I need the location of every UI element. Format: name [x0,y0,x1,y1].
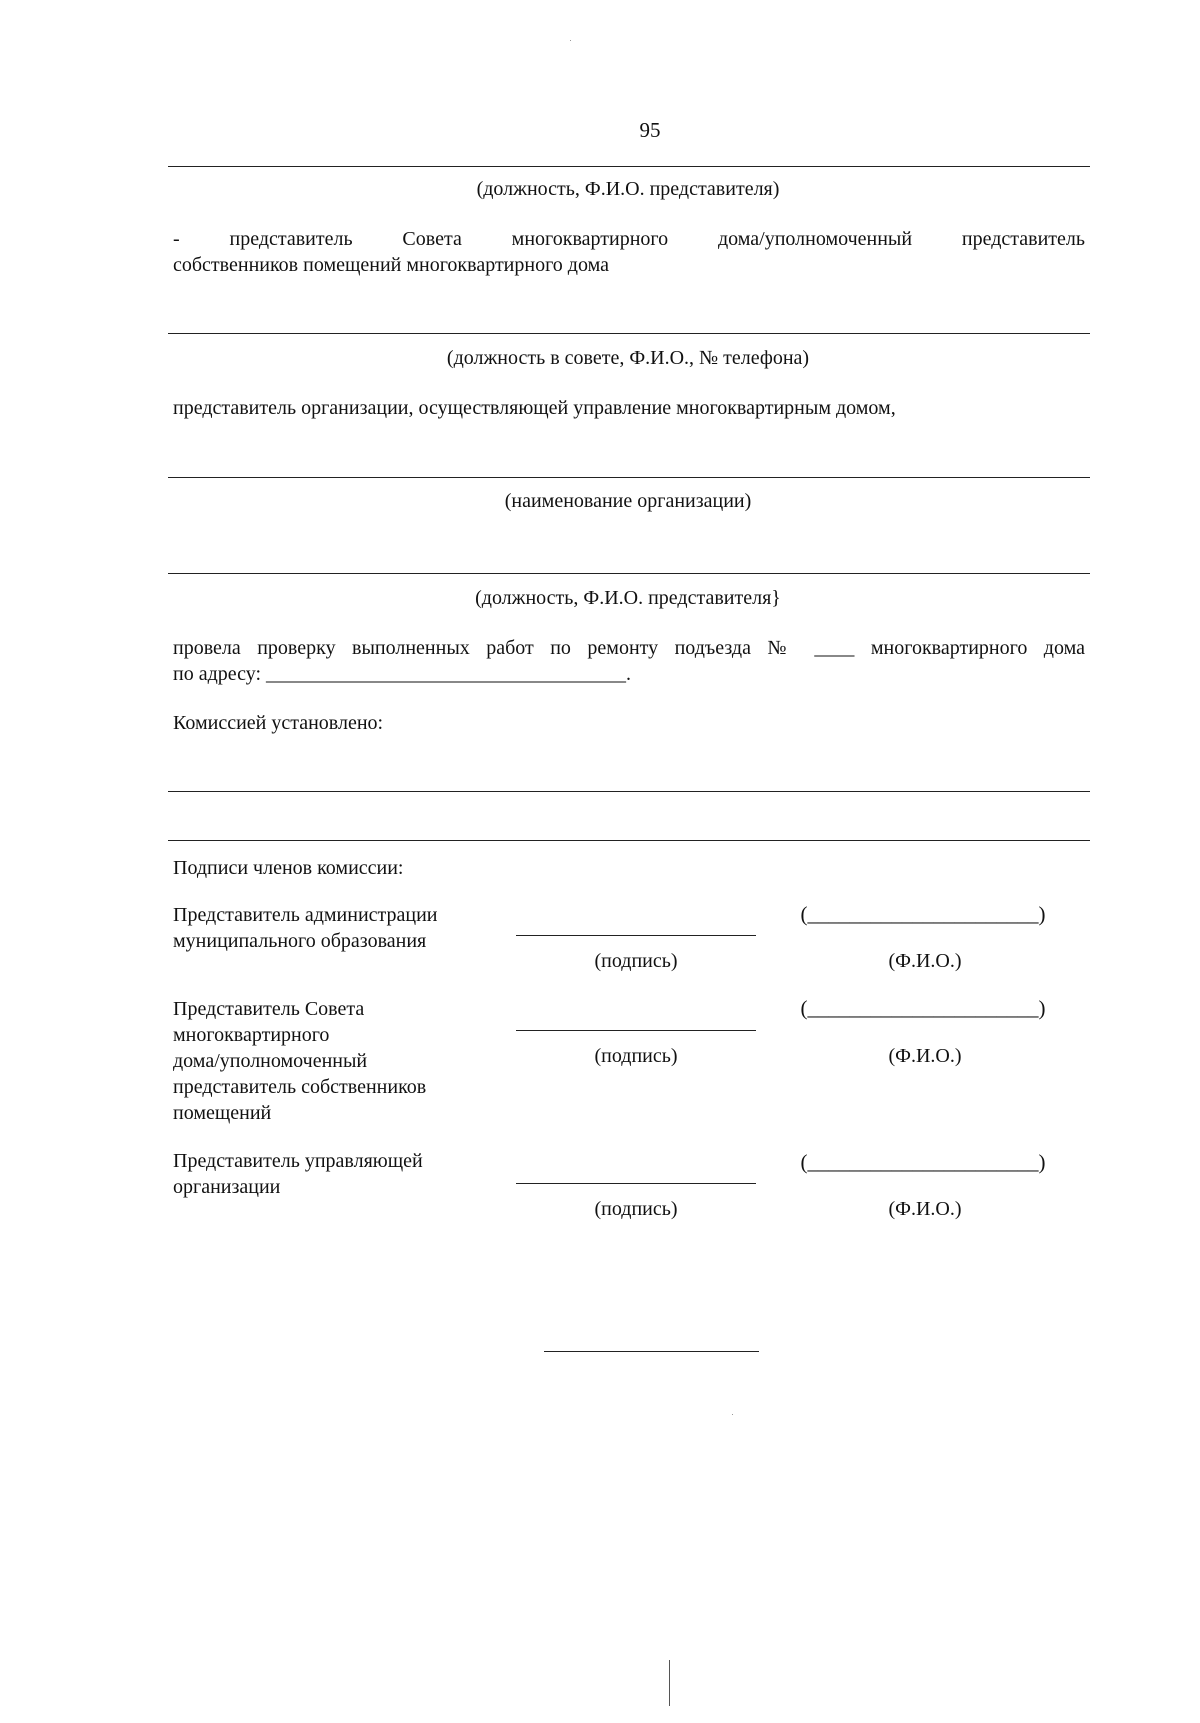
signature-caption-admin: (подпись) [594,950,678,972]
inspection-line-1: провела проверку выполненных работ по ремонту подъезда № ____ многоквартирного дома [173,637,1085,659]
scan-speck [732,1414,733,1415]
fill-line-rep-position-1 [168,166,1090,167]
commission-found-label: Комиссией установлено: [173,712,384,734]
signatory-label-line: Представитель управляющей [173,1150,423,1172]
signatory-label-council [173,996,493,1126]
name-field-admin: (______________________) [800,902,1046,926]
caption-org-name: (наименование организации) [504,490,752,512]
council-rep-line-2: собственников помещений многоквартирного дома [173,254,609,276]
signatures-title: Подписи членов комиссии: [173,857,404,879]
signature-line-management [516,1183,756,1184]
signature-caption-council: (подпись) [594,1045,678,1067]
council-rep-line-1: - представитель Совета многоквартирного дома/уполномоченный представитель [173,228,1085,250]
name-caption-council: (Ф.И.О.) [888,1045,962,1067]
findings-line-2 [168,840,1090,841]
caption-rep-position-1: (должность, Ф.И.О. представителя) [476,178,780,200]
findings-line-1 [168,791,1090,792]
scan-speck [570,40,571,41]
signature-caption-management: (подпись) [594,1198,678,1220]
name-caption-management: (Ф.И.О.) [888,1198,962,1220]
signatory-label-admin [173,902,493,954]
signatory-label-line: муниципального образования [173,930,427,952]
signatory-label-line: помещений [173,1102,272,1124]
signatory-label-line: дома/уполномоченный [173,1050,368,1072]
signatory-label-line: организации [173,1176,281,1198]
fill-line-rep-position-2 [168,573,1090,574]
inspection-line-2: по адресу: ____________________________________. [173,663,632,685]
signature-line-council [516,1030,756,1031]
fill-line-org-name [168,477,1090,478]
signatory-label-line: Представитель Совета [173,998,365,1020]
signatory-label-line: Представитель администрации [173,904,438,926]
fill-line-council-position [168,333,1090,334]
signatory-label-line: представитель собственников [173,1076,427,1098]
caption-council-position: (должность в совете, Ф.И.О., № телефона) [446,347,810,369]
name-field-council: (______________________) [800,996,1046,1020]
end-of-document-rule [544,1351,759,1352]
signatory-label-management [173,1148,493,1200]
org-rep-text: представитель организации, осуществляющей управление многоквартирным домом, [173,397,896,419]
caption-rep-position-2: (должность, Ф.И.О. представителя} [475,587,781,609]
signatory-label-line: многоквартирного [173,1024,330,1046]
page-number: 95 [639,118,661,142]
name-caption-admin: (Ф.И.О.) [888,950,962,972]
name-field-management: (______________________) [800,1150,1046,1174]
signature-line-admin [516,935,756,936]
scan-artifact-line [669,1660,670,1706]
